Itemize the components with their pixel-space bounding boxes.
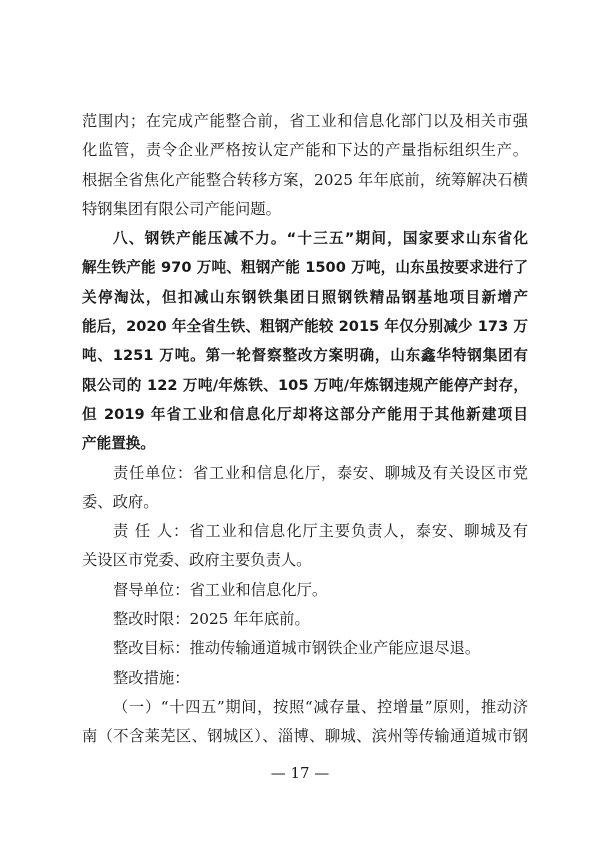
paragraph-steel-capacity [82, 224, 528, 458]
paragraph-responsible-person [82, 517, 528, 576]
text-line: 能后，2020 年全省生铁、粗钢产能较 2015 年仅分别减少 173 万 [82, 318, 528, 336]
text-line: 但 2019 年省工业和信息化厅却将这部分产能用于其他新建项目 [82, 405, 528, 423]
page-number: — 17 — [270, 764, 330, 782]
text-line: （一）“十四五”期间，按照“减存量、控增量”原则，推动济 [113, 697, 528, 716]
text-line: 委、政府。 [82, 492, 159, 511]
text-line: 整改时限：2025 年年底前。 [113, 610, 310, 629]
paragraph-measures-heading [82, 664, 528, 693]
paragraph-supervising-unit [82, 576, 528, 605]
text-line: 南（不含莱芜区、钢城区）、淄博、聊城、滨州等传输通道城市钢 [82, 727, 528, 746]
paragraph-target [82, 634, 528, 663]
paragraph-coking-capacity [82, 107, 528, 224]
text-line: 督导单位：省工业和信息化厅。 [113, 580, 328, 599]
text-line: 整改措施： [113, 668, 190, 687]
text-line: 关设区市党委、政府主要负责人。 [82, 551, 312, 570]
body-text [82, 107, 528, 752]
text-line: 关停淘汰，但扣减山东钢铁集团日照钢铁精品钢基地项目新增产 [82, 288, 528, 306]
paragraph-deadline [82, 605, 528, 634]
text-line: 解生铁产能 970 万吨、粗钢产能 1500 万吨，山东虽按要求进行了 [82, 259, 528, 277]
text-line: 八、钢铁产能压减不力。“十三五”期间，国家要求山东省化 [113, 230, 528, 248]
text-line: 限公司的 122 万吨/年炼铁、105 万吨/年炼钢违规产能停产封存， [82, 376, 528, 394]
text-line: 化监管，责令企业严格按认定产能和下达的产量指标组织生产。 [82, 141, 528, 160]
text-line: 责 任 人：省工业和信息化厅主要负责人，泰安、聊城及有 [113, 522, 528, 541]
paragraph-measure-1 [82, 693, 528, 752]
paragraph-responsible-unit [82, 459, 528, 518]
text-line: 根据全省焦化产能整合转移方案，2025 年年底前，统筹解决石横 [82, 170, 528, 189]
text-line: 责任单位：省工业和信息化厅，泰安、聊城及有关设区市党 [113, 463, 528, 482]
text-line: 整改目标：推动传输通道城市钢铁企业产能应退尽退。 [113, 639, 481, 658]
text-line: 特钢集团有限公司产能问题。 [82, 199, 281, 218]
text-line: 产能置换。 [82, 435, 155, 453]
text-line: 吨、1251 万吨。第一轮督察整改方案明确，山东鑫华特钢集团有 [82, 347, 528, 365]
text-line: 范围内；在完成产能整合前，省工业和信息化部门以及相关市强 [82, 112, 528, 130]
